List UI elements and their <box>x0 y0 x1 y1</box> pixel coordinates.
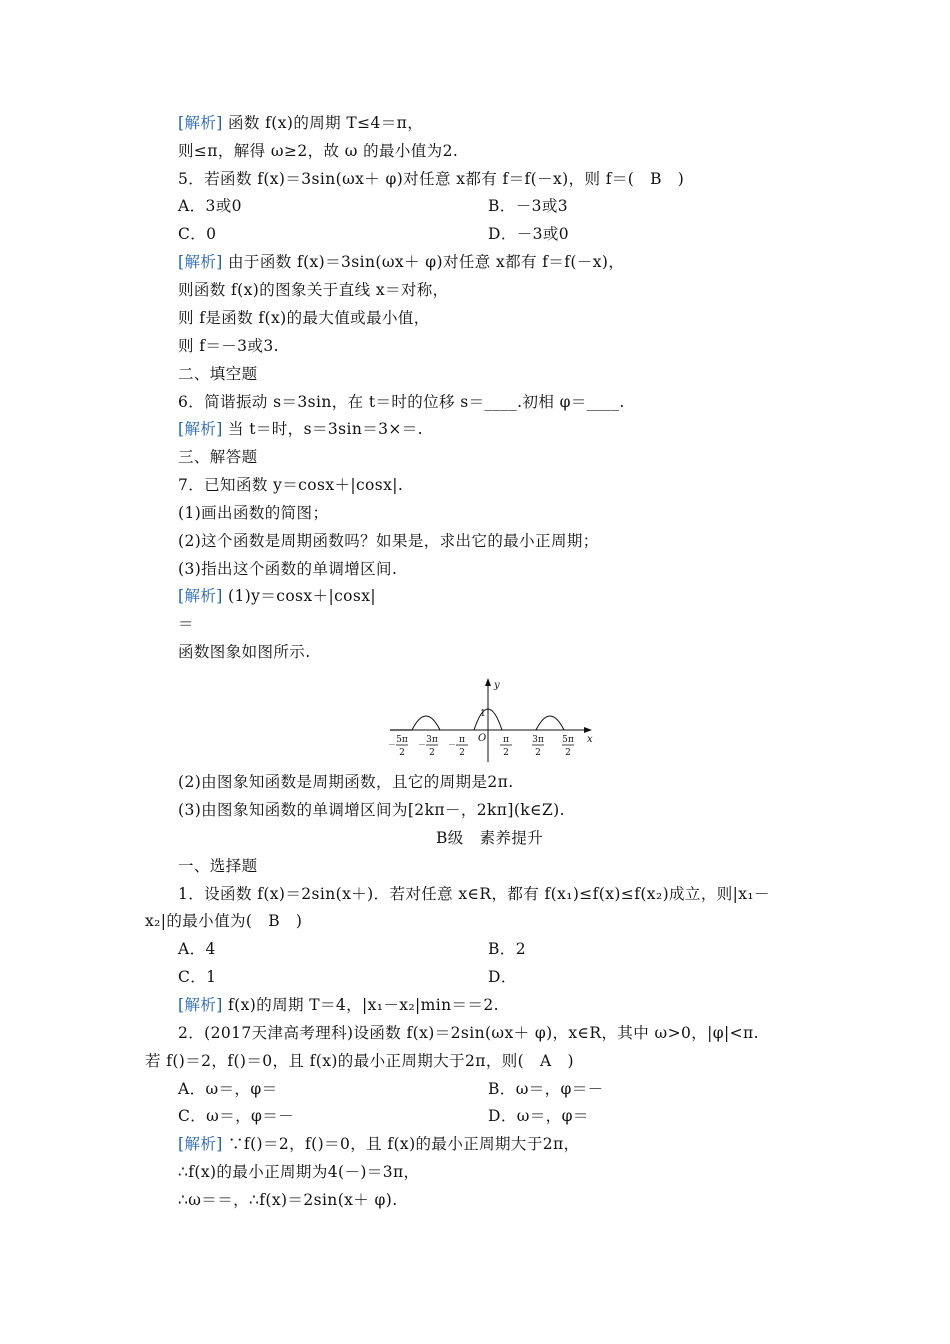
line-text: C．0 <box>178 225 217 243</box>
text-line <box>178 336 279 356</box>
text-line <box>178 1190 398 1210</box>
text-line <box>178 252 624 272</box>
text-line <box>145 911 302 931</box>
text-line <box>178 772 514 792</box>
origin-label: O <box>478 733 487 744</box>
line-text: 若 f()＝2，f()＝0，且 f(x)的最小正周期大于2π，则( A ) <box>145 1052 574 1070</box>
line-text: f(x)的周期 T＝4，|x₁－x₂|min＝＝2. <box>222 996 499 1014</box>
cos-abs-graph <box>388 678 598 764</box>
y-axis-label: y <box>494 680 500 691</box>
line-text: 则 f是函数 f(x)的最大值或最小值， <box>178 309 430 327</box>
text-line <box>178 308 430 328</box>
text-line <box>178 884 770 904</box>
text-line <box>178 447 258 467</box>
line-text: 6．简谐振动 s＝3sin，在 t＝时的位移 s＝____.初相 φ＝____. <box>178 393 625 411</box>
line-text: 则函数 f(x)的图象关于直线 x＝对称， <box>178 281 449 299</box>
line-text: (2)由图象知函数是周期函数，且它的周期是2π. <box>178 773 514 791</box>
text-line <box>178 856 258 876</box>
line-text: x₂|的最小值为( B ) <box>145 912 303 930</box>
text-line <box>178 113 423 133</box>
text-line <box>178 939 216 959</box>
tick-denominator: 2 <box>429 748 435 758</box>
x-axis-label: x <box>587 734 593 745</box>
text-line <box>178 169 684 189</box>
option-right: B．2 <box>488 940 526 958</box>
line-text: 7．已知函数 y＝cosx＋|cosx|. <box>178 476 404 494</box>
text-line <box>178 141 458 161</box>
tick-sign: － <box>448 740 456 749</box>
line-text: A．4 <box>178 940 216 958</box>
option-right: B．ω＝，φ＝－ <box>488 1080 604 1098</box>
text-line <box>178 364 258 384</box>
tick-numerator: 5π <box>562 735 574 745</box>
line-text: 函数图象如图所示. <box>178 643 311 661</box>
text-line <box>178 419 423 439</box>
analysis-tag: [解析] <box>178 253 223 271</box>
analysis-tag: [解析] <box>178 1135 223 1153</box>
text-line <box>178 475 403 495</box>
text-line <box>178 1023 759 1043</box>
line-text: 1．设函数 f(x)＝2sin(x＋)．若对任意 x∈R，都有 f(x₁)≤f(x)≤f(x₂)成立，则|x₁－ <box>178 885 770 903</box>
text-line <box>178 586 376 606</box>
line-text: A．3或0 <box>178 197 242 215</box>
text-line <box>178 1134 579 1154</box>
line-text: 5．若函数 f(x)＝3sin(ωx＋ φ)对任意 x都有 f＝f(－x)，则 f＝( B ) <box>178 170 685 188</box>
line-text: (3)由图象知函数的单调增区间为[2kπ－，2kπ](k∈Z). <box>178 801 565 819</box>
line-text: 一、选择题 <box>178 857 258 875</box>
text-line <box>178 196 242 216</box>
text-line <box>178 531 599 551</box>
analysis-tag: [解析] <box>178 996 223 1014</box>
line-text: (1)画出函数的简图； <box>178 504 329 522</box>
text-line <box>178 392 625 412</box>
tick-one-label: 1 <box>480 709 486 719</box>
line-text: (1)y＝cosx＋|cosx| <box>222 587 377 605</box>
line-text: B级 素养提升 <box>436 829 544 847</box>
line-text: (3)指出这个函数的单调增区间. <box>178 560 398 578</box>
line-text: C．1 <box>178 968 217 986</box>
tick-sign: － <box>418 740 426 749</box>
line-text: 函数 f(x)的周期 T≤4＝π， <box>222 114 424 132</box>
line-text: ∵f()＝2，f()＝0，且 f(x)的最小正周期大于2π， <box>222 1135 580 1153</box>
text-line <box>178 503 328 523</box>
tick-numerator: 5π <box>396 735 408 745</box>
tick-denominator: 2 <box>503 748 509 758</box>
line-text: ∴f(x)的最小正周期为4(－)＝3π， <box>178 1163 420 1181</box>
text-line <box>145 1051 574 1071</box>
text-line <box>178 224 216 244</box>
tick-denominator: 2 <box>535 748 541 758</box>
option-right: D．－3或0 <box>488 225 570 243</box>
x-axis-arrow <box>584 727 592 733</box>
text-line <box>178 1162 419 1182</box>
tick-denominator: 2 <box>565 748 571 758</box>
curve-hump-right <box>536 716 564 730</box>
option-right: B．－3或3 <box>488 197 569 215</box>
line-text: ∴ω＝＝，∴f(x)＝2sin(x＋ φ). <box>178 1191 398 1209</box>
text-line <box>178 995 499 1015</box>
text-line <box>178 614 194 634</box>
analysis-tag: [解析] <box>178 420 223 438</box>
line-text: A．ω＝，φ＝ <box>178 1080 278 1098</box>
text-line <box>178 1079 278 1099</box>
line-text: 则 f＝－3或3. <box>178 337 279 355</box>
analysis-tag: [解析] <box>178 114 223 132</box>
tick-numerator: π <box>503 735 509 745</box>
line-text: 则≤π，解得 ω≥2，故 ω 的最小值为2. <box>178 142 459 160</box>
text-line <box>178 559 397 579</box>
line-text: 三、解答题 <box>178 448 258 466</box>
analysis-tag: [解析] <box>178 587 223 605</box>
line-text: 由于函数 f(x)＝3sin(ωx＋ φ)对任意 x都有 f＝f(－x)， <box>222 253 625 271</box>
text-line <box>178 1106 294 1126</box>
line-text: (2)这个函数是周期函数吗？如果是，求出它的最小正周期； <box>178 532 599 550</box>
text-line <box>436 828 543 848</box>
curve-hump-left <box>412 716 440 730</box>
text-line <box>178 800 565 820</box>
option-right: D． <box>488 968 517 986</box>
tick-denominator: 2 <box>399 748 405 758</box>
line-text: 2．(2017天津高考理科)设函数 f(x)＝2sin(ωx＋ φ)，x∈R，其中 ω>0，|φ|<π. <box>178 1024 759 1042</box>
tick-numerator: 3π <box>532 735 544 745</box>
tick-denominator: 2 <box>459 748 465 758</box>
text-line <box>178 642 311 662</box>
line-text: ＝ <box>178 615 194 633</box>
tick-sign: － <box>388 740 396 749</box>
text-line <box>178 280 449 300</box>
line-text: 二、填空题 <box>178 365 258 383</box>
y-axis-arrow <box>485 678 491 686</box>
option-right: D．ω＝，φ＝ <box>488 1107 589 1125</box>
tick-numerator: π <box>459 735 465 745</box>
line-text: C．ω＝，φ＝－ <box>178 1107 295 1125</box>
line-text: 当 t＝时，s＝3sin＝3×＝. <box>222 420 423 438</box>
tick-numerator: 3π <box>426 735 438 745</box>
text-line <box>178 967 216 987</box>
